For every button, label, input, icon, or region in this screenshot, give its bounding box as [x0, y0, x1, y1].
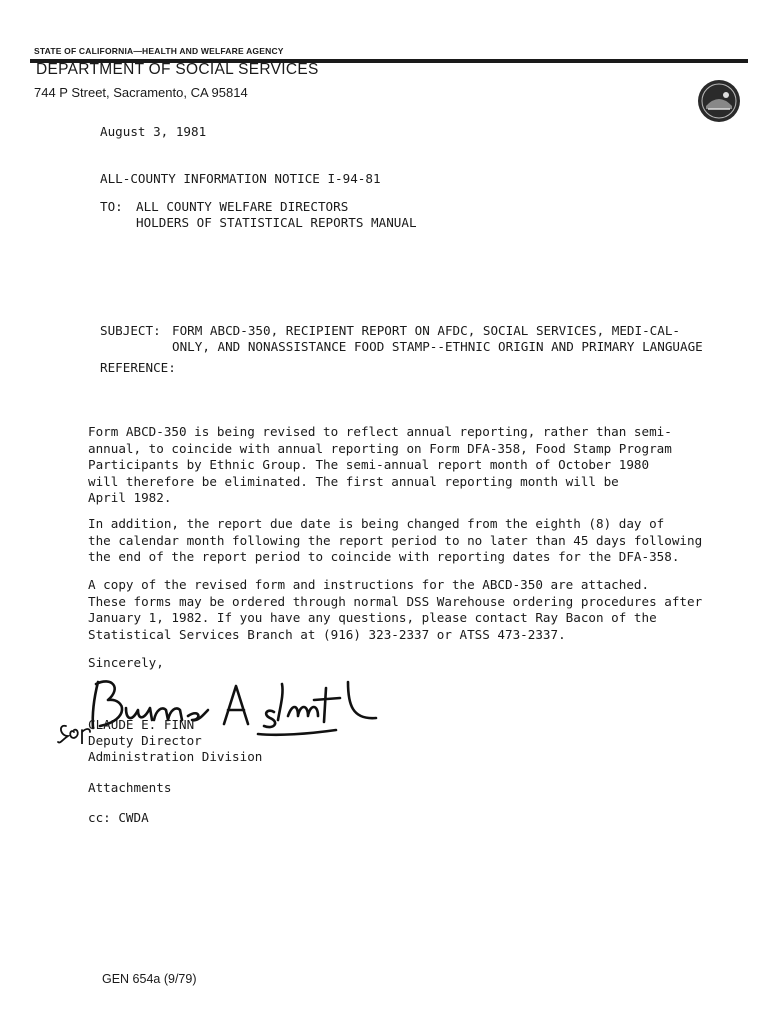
closing: Sincerely,	[88, 655, 164, 670]
state-seal-icon	[696, 78, 742, 124]
body-line: A copy of the revised form and instructions for the ABCD-350 are attached.	[88, 577, 650, 592]
body-line: January 1, 1982. If you have any questions, please contact Ray Bacon of the	[88, 610, 657, 625]
body-paragraph	[88, 424, 708, 507]
subject-line: ONLY, AND NONASSISTANCE FOOD STAMP--ETHNIC ORIGIN AND PRIMARY LANGUAGE	[172, 339, 703, 354]
signer-division: Administration Division	[88, 749, 263, 764]
recipient-line: HOLDERS OF STATISTICAL REPORTS MANUAL	[136, 215, 417, 230]
letter-date: August 3, 1981	[100, 124, 207, 139]
body-line: Statistical Services Branch at (916) 323-2337 or ATSS 473-2337.	[88, 626, 566, 642]
body-line: These forms may be ordered through normal DSS Warehouse ordering procedures after	[88, 593, 703, 609]
reference-label: REFERENCE:	[100, 360, 176, 375]
recipient-line: ALL COUNTY WELFARE DIRECTORS	[136, 199, 349, 214]
signer-title: Deputy Director	[88, 733, 202, 748]
body-line: Participants by Ethnic Group. The semi-annual report month of October 1980	[88, 457, 650, 472]
body-line: Form ABCD-350 is being revised to reflect annual reporting, rather than semi-	[88, 424, 672, 439]
attachments-note: Attachments	[88, 780, 172, 795]
to-label: TO:	[100, 199, 123, 214]
body-paragraph	[88, 577, 708, 643]
form-number: GEN 654a (9/79)	[102, 972, 197, 986]
body-line: annual, to coincide with annual reporting on Form DFA-358, Food Stamp Program	[88, 440, 672, 456]
body-line: the end of the report period to coincide with reporting dates for the DFA-358.	[88, 549, 680, 564]
body-line: the calendar month following the report period to no later than 45 days following	[88, 532, 703, 548]
department-address: 744 P Street, Sacramento, CA 95814	[34, 85, 248, 100]
body-line: In addition, the report due date is being changed from the eighth (8) day of	[88, 516, 665, 531]
subject-line: FORM ABCD-350, RECIPIENT REPORT ON AFDC, SOCIAL SERVICES, MEDI-CAL-	[172, 323, 680, 338]
notice-number: ALL-COUNTY INFORMATION NOTICE I-94-81	[100, 171, 381, 186]
body-paragraph	[88, 516, 708, 566]
department-name: DEPARTMENT OF SOCIAL SERVICES	[36, 61, 319, 78]
body-line: will therefore be eliminated. The first annual reporting month will be	[88, 473, 619, 489]
cc-line: cc: CWDA	[88, 810, 149, 825]
signer-name: CLAUDE E. FINN	[88, 717, 195, 732]
subject-label: SUBJECT:	[100, 323, 161, 338]
agency-header: STATE OF CALIFORNIA—HEALTH AND WELFARE AGENCY	[34, 46, 284, 56]
body-line: April 1982.	[88, 490, 172, 505]
